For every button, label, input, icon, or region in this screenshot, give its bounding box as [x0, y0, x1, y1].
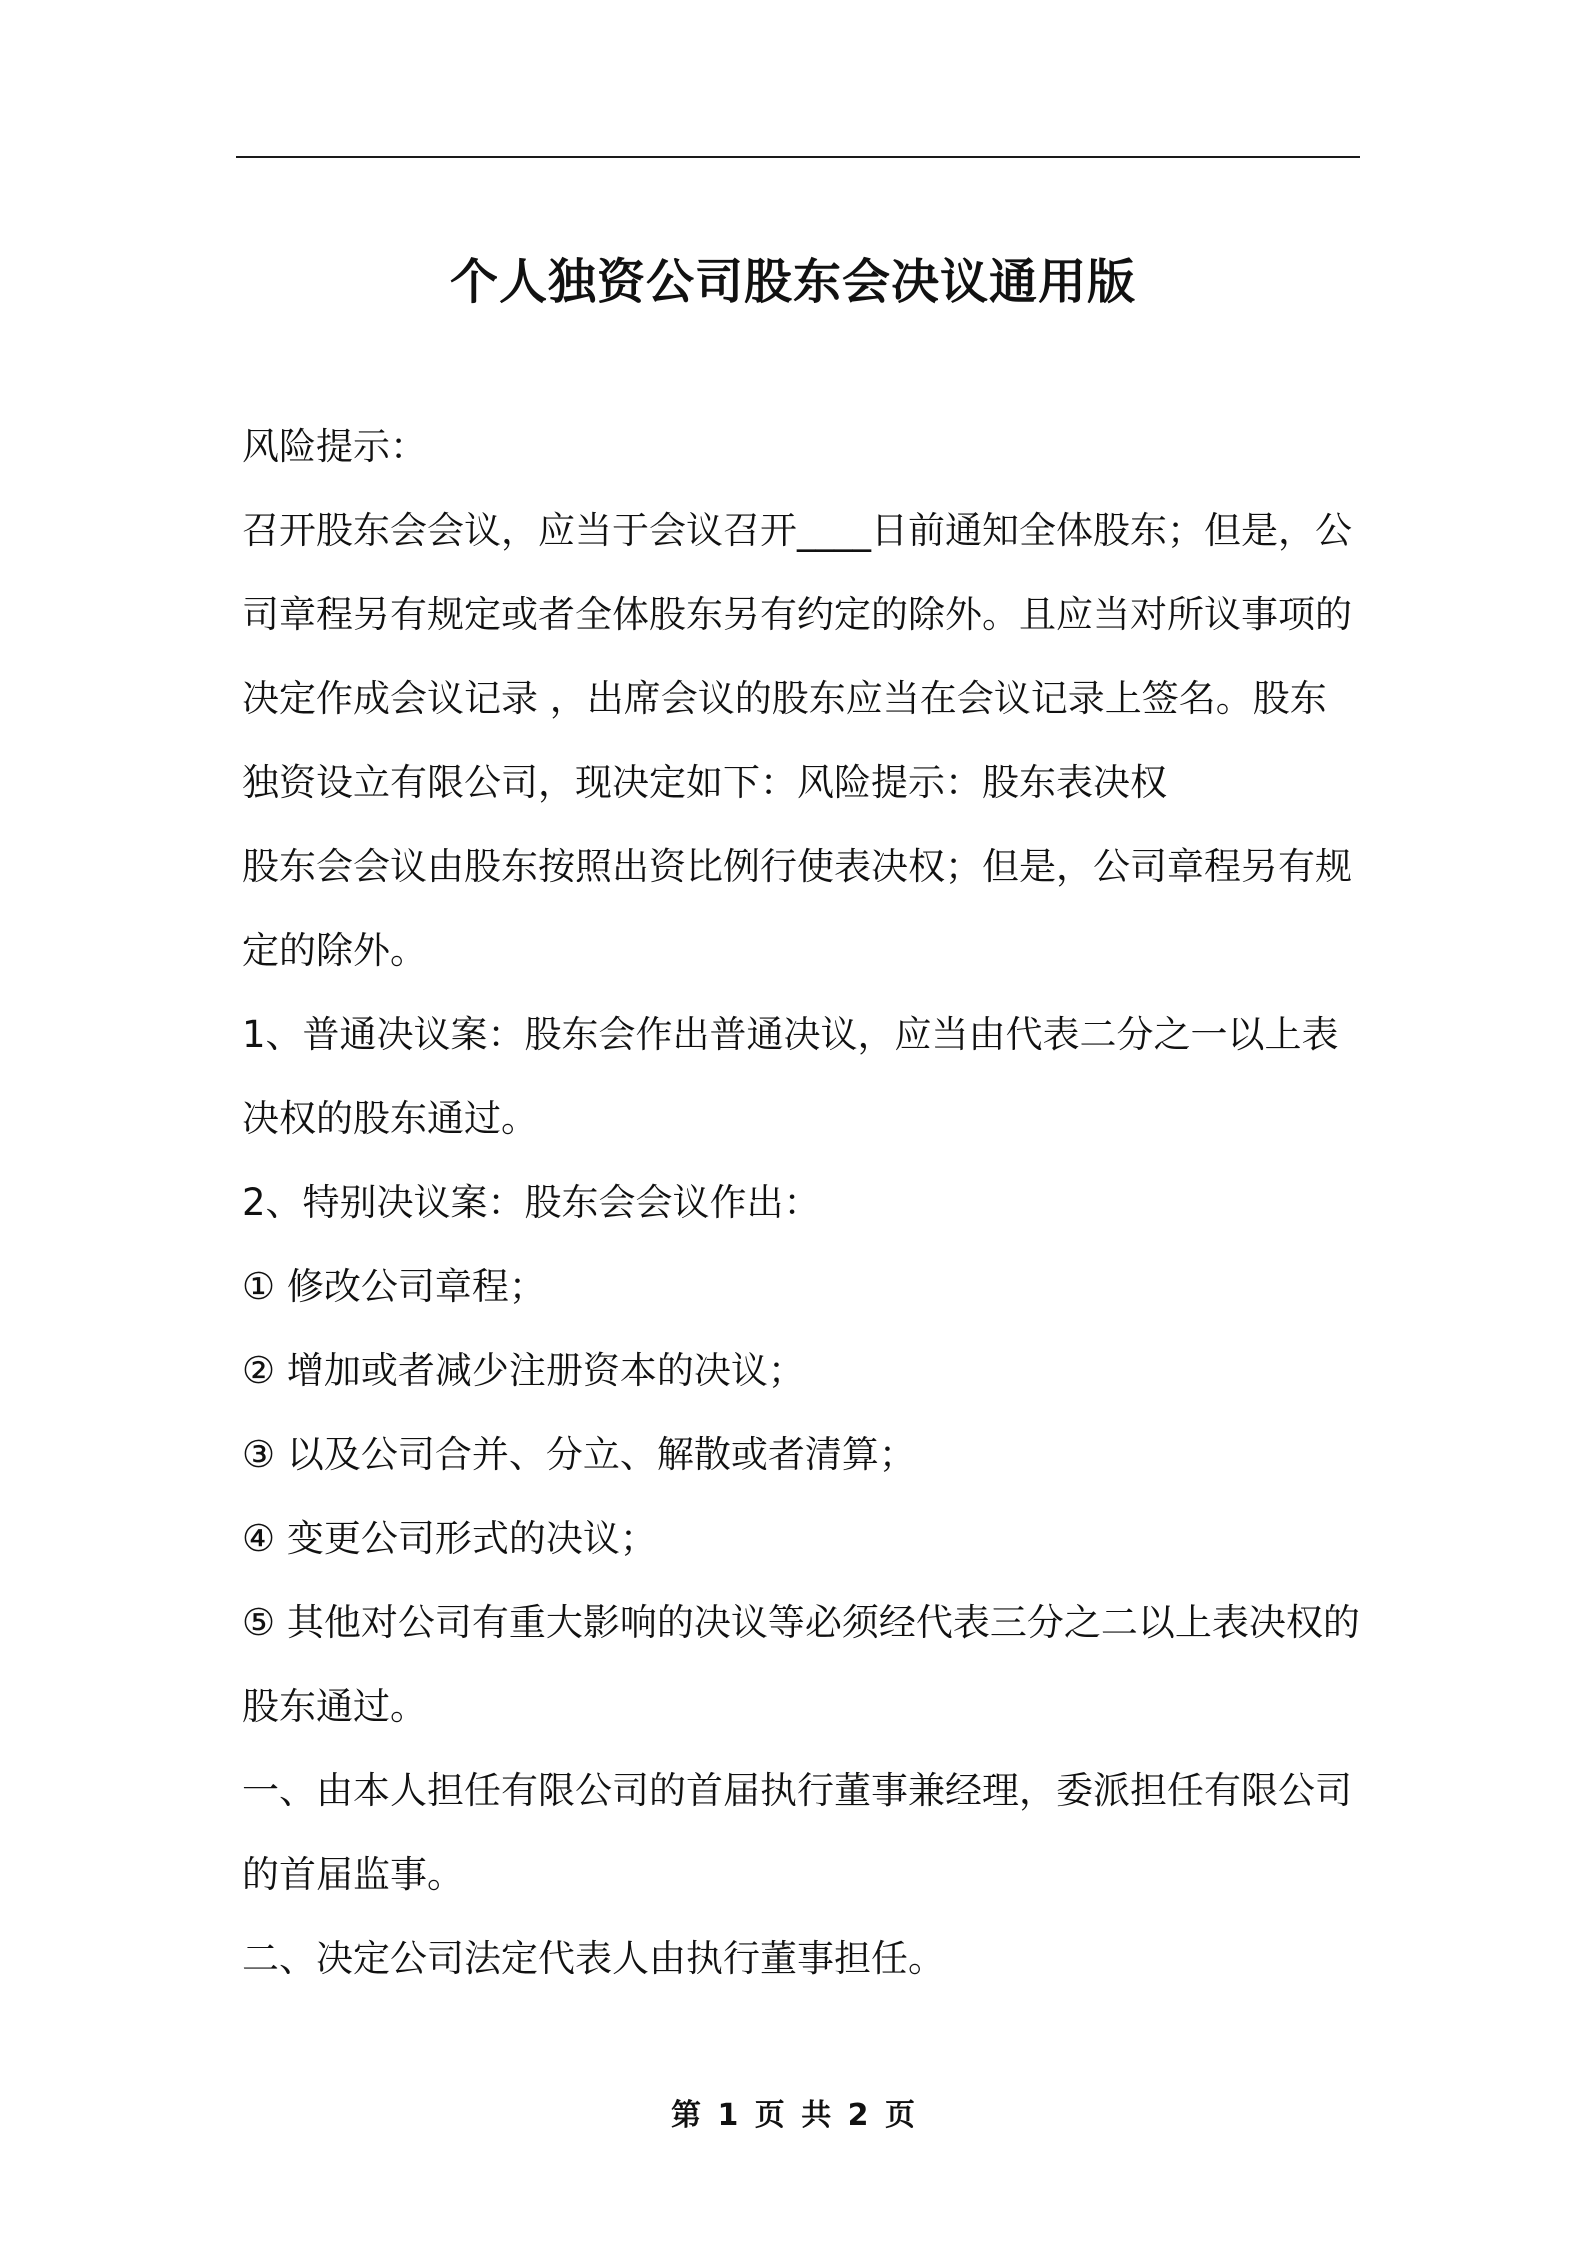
special-resolution-item: ⑤ 其他对公司有重大影响的决议等必须经代表三分之二以上表决权的股东通过。 — [242, 1601, 1360, 1728]
document-title: 个人独资公司股东会决议通用版 — [449, 254, 1136, 311]
meeting-notice-paragraph: 召开股东会会议，应当于会议召开____日前通知全体股东；但是，公司章程另有规定或者全体股东另有约定的除外。且应当对所议事项的决定作成会议记录 ，出席会议的股东应当在会议记录上签名。股东独资设立有限公司，现决定如下：风险提示：股东表决权 — [242, 509, 1352, 804]
special-resolution-heading: 2、特别决议案：股东会会议作出： — [242, 1181, 821, 1224]
ordinary-resolution-paragraph: 1、普通决议案：股东会作出普通决议，应当由代表二分之一以上表决权的股东通过。 — [242, 1013, 1339, 1140]
special-resolution-item: ④ 变更公司形式的决议； — [242, 1517, 657, 1560]
special-resolution-item: ① 修改公司章程； — [242, 1265, 546, 1308]
voting-rights-paragraph: 股东会会议由股东按照出资比例行使表决权；但是，公司章程另有规定的除外。 — [242, 845, 1352, 972]
decision-item-one: 一、由本人担任有限公司的首届执行董事兼经理，委派担任有限公司的首届监事。 — [242, 1769, 1352, 1896]
special-resolution-item: ③ 以及公司合并、分立、解散或者清算； — [242, 1433, 916, 1476]
special-resolution-item: ② 增加或者减少注册资本的决议； — [242, 1349, 805, 1392]
decision-item-two: 二、决定公司法定代表人由执行董事担任。 — [242, 1937, 945, 1980]
risk-notice-heading: 风险提示： — [242, 425, 427, 468]
document-body — [242, 405, 1362, 2001]
page-footer: 第 1 页 共 2 页 — [671, 2098, 915, 2133]
header-rule — [236, 156, 1360, 158]
